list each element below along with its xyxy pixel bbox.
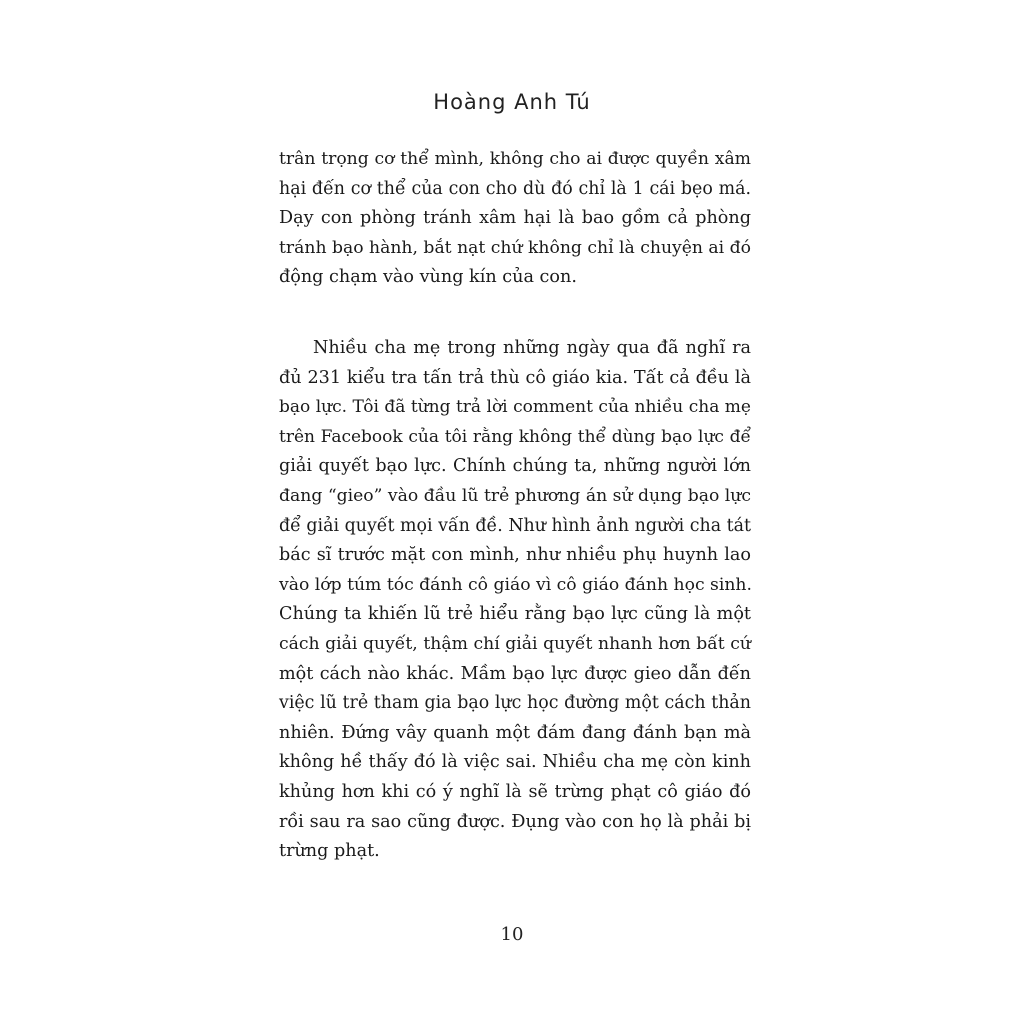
text-line: trân trọng cơ thể mình, không cho ai được quyền xâm	[279, 149, 751, 169]
running-head-author: Hoàng Anh Tú	[433, 90, 591, 114]
text-line: để giải quyết mọi vấn đề. Như hình ảnh người cha tát	[279, 515, 751, 536]
text-line: giải quyết bạo lực. Chính chúng ta, những người lớn	[279, 456, 751, 477]
text-line: trên Facebook của tôi rằng không thể dùng bạo lực để	[279, 426, 751, 447]
text-line: trừng phạt.	[279, 841, 380, 862]
text-line: Nhiều cha mẹ trong những ngày qua đã nghĩ ra	[313, 338, 751, 358]
paragraph-1	[279, 145, 751, 293]
text-line: bạo lực. Tôi đã từng trả lời comment của nhiều cha mẹ	[279, 397, 751, 418]
text-line: bác sĩ trước mặt con mình, như nhiều phụ huynh lao	[279, 545, 751, 566]
page-number: 10	[500, 924, 524, 945]
text-line: một cách nào khác. Mầm bạo lực được gieo dẫn đến	[279, 663, 751, 684]
text-line: không hề thấy đó là việc sai. Nhiều cha mẹ còn kinh	[279, 752, 751, 773]
text-line: hại đến cơ thể của con cho dù đó chỉ là 1 cái bẹo má.	[279, 178, 751, 199]
text-line: vào lớp túm tóc đánh cô giáo vì cô giáo đánh học sinh.	[279, 574, 752, 595]
text-line: Dạy con phòng tránh xâm hại là bao gồm cả phòng	[279, 208, 751, 229]
paragraph-2	[279, 334, 751, 867]
text-line: nhiên. Đứng vây quanh một đám đang đánh bạn mà	[279, 722, 751, 743]
text-line: việc lũ trẻ tham gia bạo lực học đường một cách thản	[279, 693, 751, 714]
text-line: tránh bạo hành, bắt nạt chứ không chỉ là chuyện ai đó	[279, 237, 751, 258]
text-line: rồi sau ra sao cũng được. Đụng vào con họ là phải bị	[279, 811, 751, 832]
text-line: Chúng ta khiến lũ trẻ hiểu rằng bạo lực cũng là một	[279, 604, 751, 625]
text-line: đang “gieo” vào đầu lũ trẻ phương án sử dụng bạo lực	[279, 485, 751, 506]
text-line: khủng hơn khi có ý nghĩ là sẽ trừng phạt cô giáo đó	[279, 781, 751, 802]
text-line: động chạm vào vùng kín của con.	[279, 267, 577, 288]
text-line: đủ 231 kiểu tra tấn trả thù cô giáo kia. Tất cả đều là	[279, 367, 751, 388]
text-line: cách giải quyết, thậm chí giải quyết nhanh hơn bất cứ	[279, 633, 751, 654]
